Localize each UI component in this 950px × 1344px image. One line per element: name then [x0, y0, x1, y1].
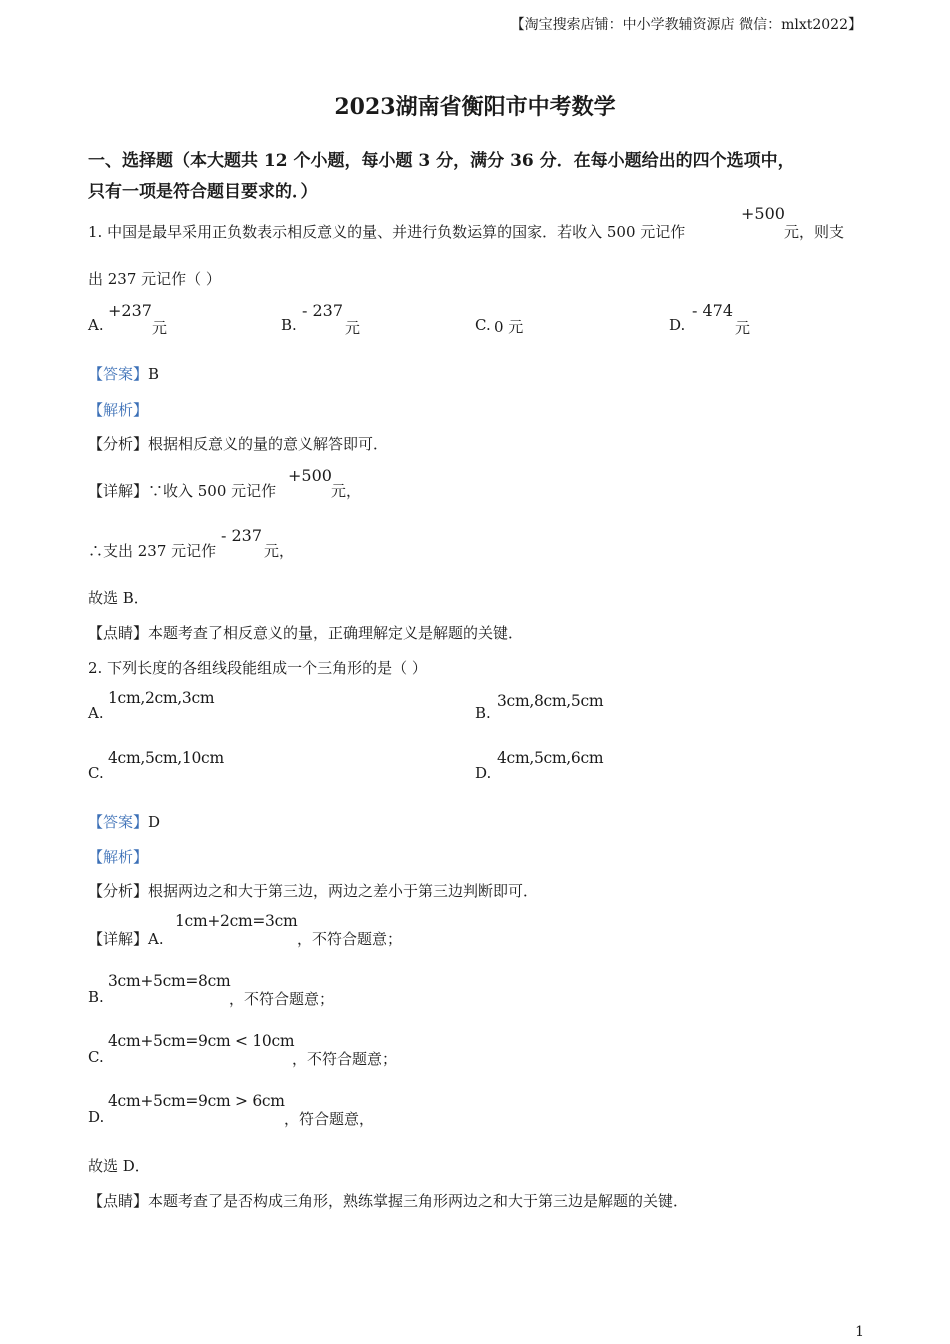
answer-tag: 【答案】 — [88, 813, 149, 831]
q2-detail-b-math: 3cm+5cm=8cm — [108, 972, 231, 990]
q1-answer — [88, 363, 159, 384]
q1-detail-math: +500 — [288, 466, 332, 485]
q1-option-a-math: +237 — [108, 301, 152, 320]
q1-option-c-text: 0 元 — [494, 318, 524, 336]
q2-choose: 故选 D． — [88, 1157, 150, 1175]
q2-detail-b-suffix: ，不符合题意； — [229, 990, 335, 1008]
page-title: 2023湖南省衡阳市中考数学 — [334, 94, 616, 120]
section-heading-line1: 一、选择题（本大题共 12 个小题，每小题 3 分，满分 36 分．在每小题给出的四个选项中， — [88, 151, 795, 171]
q2-dianjing: 【点睛】本题考查了是否构成三角形，熟练掌握三角形两边之和大于第三边是解题的关键． — [88, 1192, 689, 1210]
page-header: 【淘宝搜索店铺：中小学教辅资源店 微信：mlxt2022】 — [510, 17, 862, 33]
q2-detail-a-suffix: ，不符合题意； — [297, 930, 403, 948]
q1-choose: 故选 B． — [88, 589, 149, 607]
q2-stem: 2. 下列长度的各组线段能组成一个三角形的是（ ） — [88, 659, 427, 677]
q2-option-d-math: 4cm,5cm,6cm — [497, 749, 604, 767]
q2-detail-d-suffix: ，符合题意， — [284, 1110, 375, 1128]
q1-therefore-part1: ∴支出 237 元记作 — [88, 542, 217, 560]
q1-therefore-math: - 237 — [221, 526, 263, 545]
q2-detail-d-math: 4cm+5cm=9cm > 6cm — [108, 1092, 285, 1110]
q1-stem-part3: 出 237 元记作（ ） — [88, 270, 221, 288]
q1-therefore-part2: 元， — [264, 542, 295, 560]
q1-option-b-math: - 237 — [302, 301, 344, 320]
q1-option-d-letter: D. — [669, 316, 686, 334]
q1-dianjing: 【点睛】本题考查了相反意义的量，正确理解定义是解题的关键． — [88, 624, 524, 642]
q1-option-b-unit: 元 — [345, 319, 361, 337]
q1-option-b-letter: B. — [281, 316, 297, 334]
q2-option-a-math: 1cm,2cm,3cm — [108, 689, 215, 707]
q1-fenxi: 【分析】根据相反意义的量的意义解答即可． — [88, 435, 389, 453]
section-heading-line2: 只有一项是符合题目要求的．） — [88, 182, 318, 202]
q2-detail-a-math: 1cm+2cm=3cm — [175, 912, 298, 930]
page-number: 1 — [855, 1324, 864, 1340]
q2-detail-a-prefix: 【详解】A. — [88, 930, 164, 948]
q2-option-b-math: 3cm,8cm,5cm — [497, 692, 604, 710]
q2-detail-d-prefix: D. — [88, 1108, 105, 1126]
q2-option-c-math: 4cm,5cm,10cm — [108, 749, 224, 767]
q1-option-d-unit: 元 — [735, 319, 751, 337]
q2-option-d-letter: D. — [475, 764, 492, 782]
q1-stem-part1: 1. 中国是最早采用正负数表示相反意义的量、并进行负数运算的国家．若收入 500 元记作 — [88, 223, 686, 241]
q2-option-c-letter: C. — [88, 764, 104, 782]
answer-value: B — [148, 365, 160, 383]
q1-option-c-letter: C. — [475, 316, 491, 334]
q1-detail-part1: 【详解】∵收入 500 元记作 — [88, 482, 277, 500]
q1-stem-math: +500 — [741, 204, 785, 223]
q1-stem-part2: 元，则支 — [784, 223, 845, 241]
q2-answer — [88, 811, 160, 832]
q2-detail-c-suffix: ，不符合题意； — [292, 1050, 398, 1068]
q2-analysis-tag: 【解析】 — [88, 848, 149, 866]
q2-option-a-letter: A. — [88, 704, 104, 722]
q1-option-a-unit: 元 — [152, 319, 168, 337]
answer-value: D — [148, 813, 161, 831]
q2-detail-c-prefix: C. — [88, 1048, 104, 1066]
q2-detail-b-prefix: B. — [88, 988, 104, 1006]
answer-tag: 【答案】 — [88, 365, 149, 383]
q1-option-d-math: - 474 — [692, 301, 734, 320]
q2-option-b-letter: B. — [475, 704, 491, 722]
q2-fenxi: 【分析】根据两边之和大于第三边，两边之差小于第三边判断即可． — [88, 882, 539, 900]
q2-detail-c-math: 4cm+5cm=9cm < 10cm — [108, 1032, 295, 1050]
q1-option-a-letter: A. — [88, 316, 104, 334]
q1-analysis-tag: 【解析】 — [88, 401, 149, 419]
q1-detail-part2: 元， — [331, 482, 362, 500]
